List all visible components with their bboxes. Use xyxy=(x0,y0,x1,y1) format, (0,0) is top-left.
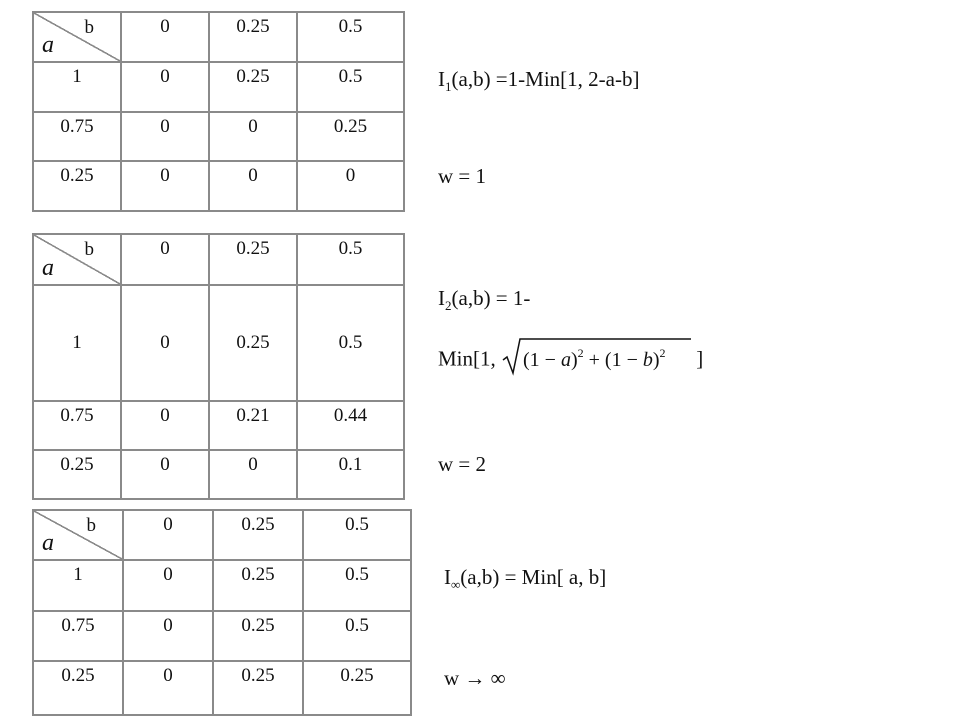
row-header: 0.75 xyxy=(33,401,121,450)
results-table-2 xyxy=(32,233,405,500)
table-cell: 0 xyxy=(209,161,297,211)
function-subscript: 1 xyxy=(445,79,452,95)
table-cell: 0.5 xyxy=(297,62,404,112)
row-variable-label: a xyxy=(42,530,54,556)
row-variable-label: a xyxy=(42,32,54,58)
formula-body: (a,b) = 1- xyxy=(451,286,531,310)
table-cell: 0 xyxy=(121,161,209,211)
corner-cell xyxy=(33,234,121,285)
row-header: 0.25 xyxy=(33,661,123,715)
row-header: 1 xyxy=(33,62,121,112)
row-header: 1 xyxy=(33,285,121,401)
column-header: 0.25 xyxy=(213,510,303,560)
column-header: 0.25 xyxy=(209,234,297,285)
table-cell: 0.25 xyxy=(209,285,297,401)
table-cell: 0 xyxy=(121,62,209,112)
table-cell: 0.1 xyxy=(297,450,404,499)
column-header: 0 xyxy=(123,510,213,560)
row-header: 0.25 xyxy=(33,450,121,499)
formula-i2-line2 xyxy=(438,336,703,382)
formula-body: (a,b) =1-Min[1, 2-a-b] xyxy=(451,67,640,91)
variable-b: b xyxy=(642,349,653,371)
table-cell: 0.25 xyxy=(213,611,303,661)
table-cell: 0.25 xyxy=(213,560,303,611)
table-cell: 0.5 xyxy=(303,560,411,611)
column-variable-label: b xyxy=(86,515,96,536)
exponent: 2 xyxy=(577,346,584,360)
table-cell: 0.5 xyxy=(303,611,411,661)
table-cell: 0.5 xyxy=(297,285,404,401)
table-cell: 0 xyxy=(121,401,209,450)
formula-i1 xyxy=(438,67,639,95)
row-header: 0.75 xyxy=(33,112,121,161)
weight-label-2: w = 2 xyxy=(438,452,487,476)
column-variable-label: b xyxy=(84,17,94,38)
radical-sign-icon xyxy=(501,336,691,376)
column-variable-label: b xyxy=(84,239,94,260)
column-header: 0.5 xyxy=(297,12,404,62)
table-cell: 0.25 xyxy=(303,661,411,715)
formula-i-infinity xyxy=(444,565,606,593)
column-header: 0 xyxy=(121,12,209,62)
row-variable-label: a xyxy=(42,255,54,281)
exponent: 2 xyxy=(659,346,666,360)
square-root-expression xyxy=(501,336,691,382)
closing-bracket: ] xyxy=(696,346,704,371)
corner-cell xyxy=(33,12,121,62)
table-cell: 0 xyxy=(297,161,404,211)
radicand-part: (1 − xyxy=(523,349,561,371)
results-table-1 xyxy=(32,11,405,212)
column-header: 0.5 xyxy=(303,510,411,560)
column-header: 0.25 xyxy=(209,12,297,62)
table-cell: 0 xyxy=(209,112,297,161)
table-cell: 0.25 xyxy=(213,661,303,715)
row-header: 0.75 xyxy=(33,611,123,661)
results-table-3 xyxy=(32,509,412,716)
table-cell: 0 xyxy=(123,560,213,611)
table-cell: 0.21 xyxy=(209,401,297,450)
radicand-part: ) xyxy=(570,349,578,371)
radicand-part: + (1 − xyxy=(583,349,643,371)
row-header: 1 xyxy=(33,560,123,611)
function-name: I xyxy=(438,67,445,91)
svg-text:(1 − a)2 + (1 − b)2 xyxy=(523,346,666,371)
formula-body: (a,b) = Min[ a, b] xyxy=(460,565,607,589)
weight-label-1: w = 1 xyxy=(438,164,487,188)
table-cell: 0 xyxy=(123,661,213,715)
variable-a: a xyxy=(560,349,571,371)
table-cell: 0.25 xyxy=(209,62,297,112)
column-header: 0 xyxy=(121,234,209,285)
formula-i2-line1 xyxy=(438,286,530,314)
table-cell: 0 xyxy=(121,450,209,499)
table-cell: 0 xyxy=(121,112,209,161)
function-subscript: ∞ xyxy=(451,577,461,593)
table-cell: 0.25 xyxy=(297,112,404,161)
corner-cell xyxy=(33,510,123,560)
table-cell: 0 xyxy=(121,285,209,401)
function-name: I xyxy=(438,286,445,310)
radicand-part: ) xyxy=(652,349,660,371)
table-cell: 0 xyxy=(209,450,297,499)
column-header: 0.5 xyxy=(297,234,404,285)
function-subscript: 2 xyxy=(445,298,452,314)
row-header: 0.25 xyxy=(33,161,121,211)
table-cell: 0 xyxy=(123,611,213,661)
min-prefix: Min[1, xyxy=(438,346,496,371)
weight-label-3: w → ∞ xyxy=(444,666,506,690)
table-cell: 0.44 xyxy=(297,401,404,450)
function-name: I xyxy=(444,565,451,589)
